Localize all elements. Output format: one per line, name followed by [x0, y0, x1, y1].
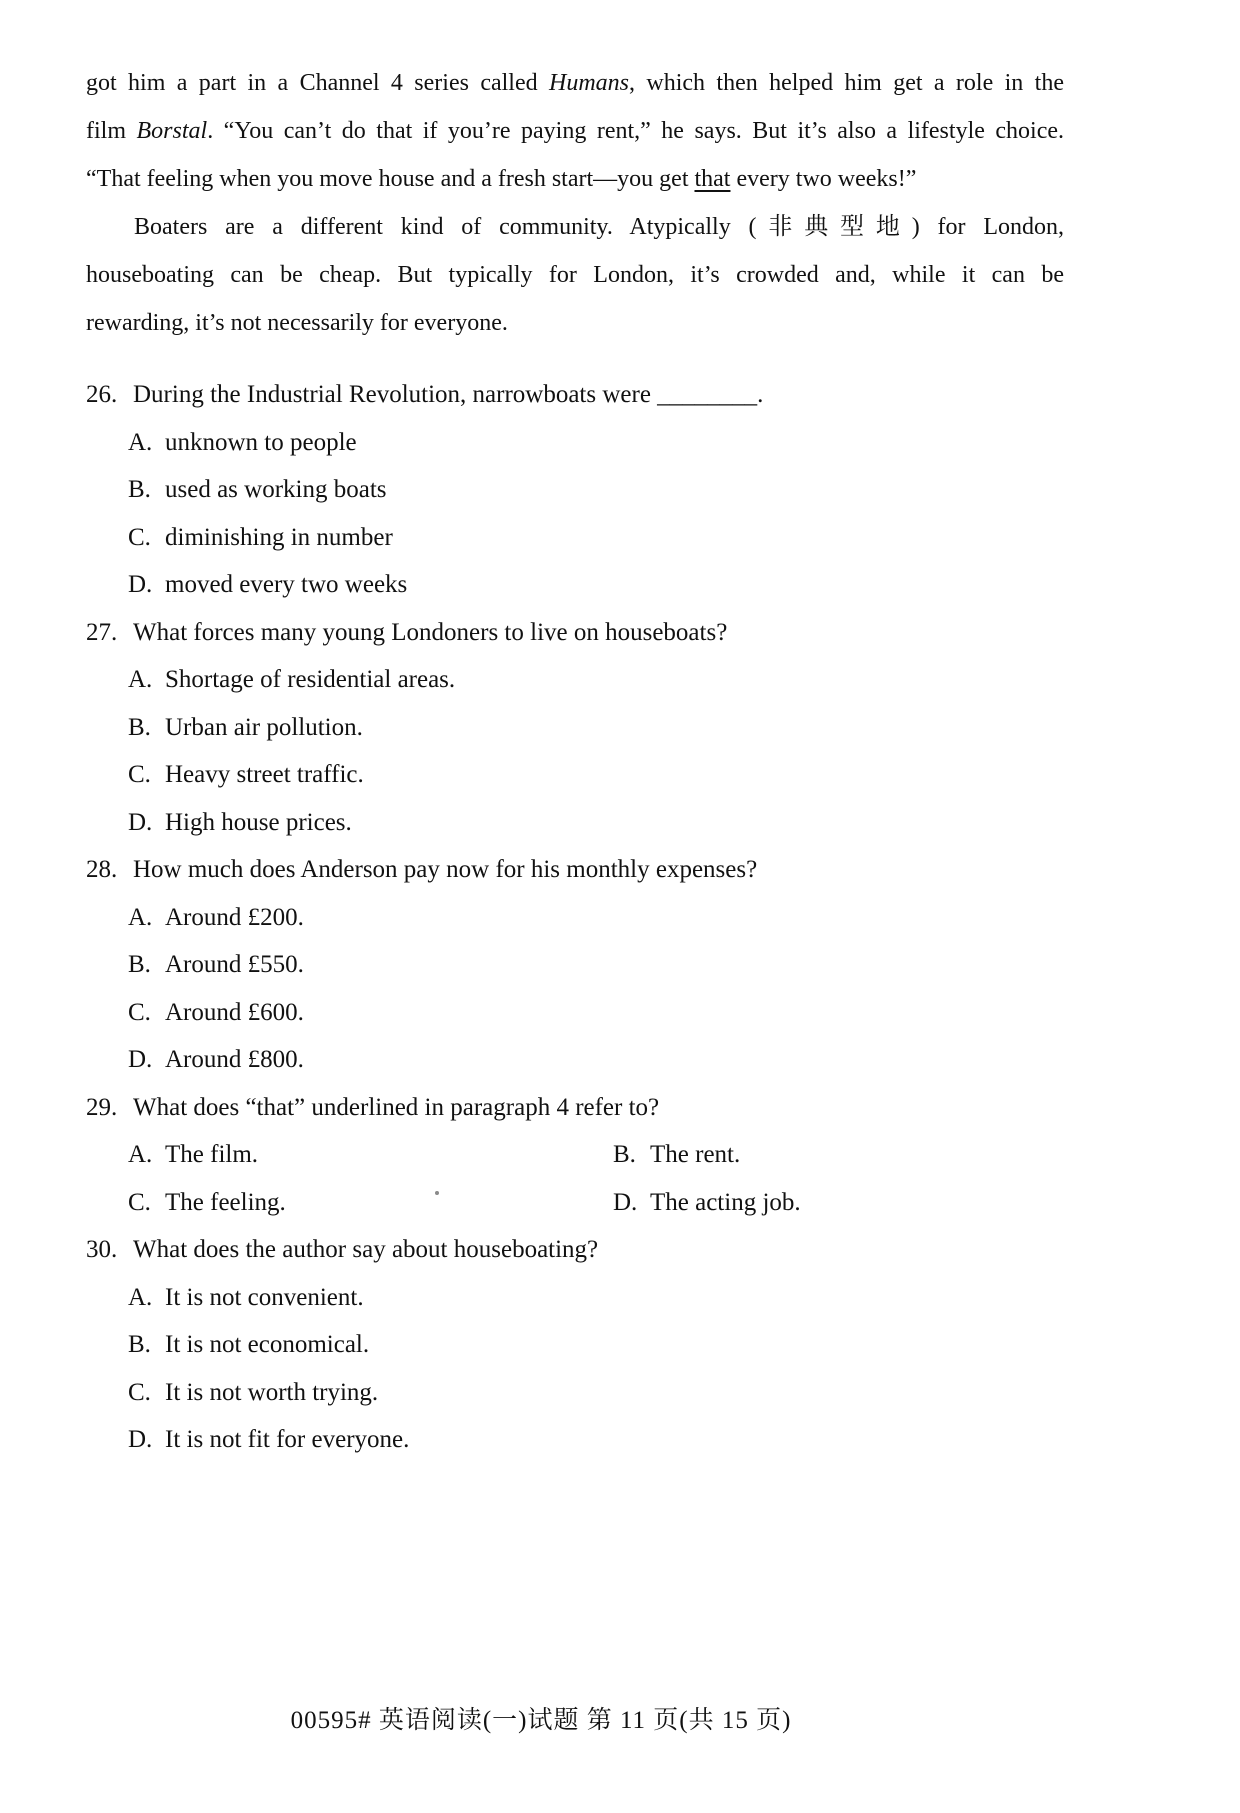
options-row: [86, 941, 1064, 989]
passage-line: [86, 251, 1064, 299]
answer-option: [128, 1284, 364, 1311]
answer-option: [128, 951, 304, 978]
option-label: A.: [128, 428, 153, 456]
answer-option: [128, 1331, 369, 1358]
passage-text: rewarding, it’s not necessarily for everyone.: [86, 310, 508, 336]
option-label: D.: [128, 1426, 153, 1453]
passage: [86, 59, 1064, 347]
passage-text: houseboating can be cheap. But typically for London, it’s crowded and, while it can be: [86, 262, 1064, 288]
answer-option: [128, 809, 352, 836]
option-text: Around £600.: [165, 998, 304, 1026]
questions: [86, 371, 1064, 1464]
option-label: D.: [128, 571, 153, 598]
option-text: Around £200.: [165, 903, 304, 931]
question-stem-row: [86, 371, 1064, 419]
question-stem: What does the author say about houseboating?: [133, 1236, 599, 1263]
options-row: [86, 561, 1064, 609]
underlined-word: that: [694, 166, 731, 192]
option-text: It is not economical.: [165, 1331, 370, 1358]
answer-option: [128, 1179, 613, 1227]
option-label: A.: [128, 666, 153, 693]
answer-option: [128, 429, 357, 456]
option-text: Urban air pollution.: [165, 713, 363, 741]
option-text: It is not worth trying.: [165, 1378, 379, 1406]
question-stem: During the Industrial Revolution, narrowboats were ________.: [133, 381, 764, 408]
answer-option: [128, 666, 455, 693]
answer-option: [613, 1189, 801, 1216]
question-stem: What does “that” underlined in paragraph 4 refer to?: [133, 1093, 660, 1121]
question-stem: How much does Anderson pay now for his monthly expenses?: [133, 856, 758, 883]
scan-artifact-dot: [435, 1191, 439, 1195]
italic-text: Borstal: [136, 118, 208, 144]
answer-option: [128, 1426, 409, 1453]
answer-option: [613, 1141, 740, 1168]
passage-line: [86, 59, 1064, 107]
option-label: C.: [128, 523, 151, 551]
options-row: [86, 704, 1064, 752]
options-row: [86, 1036, 1064, 1084]
option-label: C.: [128, 998, 151, 1026]
passage-text: . “You can’t do that if you’re paying rent,” he says. But it’s also a lifestyle choice.: [207, 118, 1064, 144]
options-row: [86, 1274, 1064, 1322]
page-content: [86, 59, 1064, 1464]
option-text: The acting job.: [650, 1188, 801, 1216]
answer-option: [128, 904, 304, 931]
option-text: Heavy street traffic.: [165, 761, 364, 788]
option-label: B.: [128, 951, 151, 978]
question-number: 26.: [86, 381, 118, 408]
question-stem-row: [86, 846, 1064, 894]
passage-text: got him a part in a Channel 4 series called: [86, 70, 549, 96]
passage-text: Boaters are a different kind of community. Atypically (非典型地) for London,: [134, 214, 1064, 240]
option-label: A.: [128, 903, 153, 931]
option-text: Around £800.: [165, 1046, 304, 1073]
option-label: D.: [613, 1188, 638, 1216]
options-row: [86, 1416, 1064, 1464]
answer-option: [128, 761, 364, 788]
option-label: B.: [128, 1331, 151, 1358]
answer-option: [128, 1379, 378, 1406]
option-text: Shortage of residential areas.: [165, 666, 456, 693]
option-text: Around £550.: [165, 951, 304, 978]
options-row: [86, 894, 1064, 942]
options-row: [86, 656, 1064, 704]
italic-text: Humans: [549, 70, 630, 96]
passage-line: [86, 107, 1064, 155]
answer-option: [128, 999, 304, 1026]
options-row: [86, 799, 1064, 847]
option-label: B.: [128, 476, 151, 503]
option-text: The feeling.: [165, 1188, 286, 1216]
question-stem-row: [86, 609, 1064, 657]
option-text: High house prices.: [165, 808, 352, 836]
options-row: [86, 1179, 1064, 1227]
passage-line: [86, 203, 1064, 251]
question-number: 27.: [86, 618, 118, 646]
options-row: [86, 514, 1064, 562]
option-label: C.: [128, 1188, 151, 1216]
passage-text: “That feeling when you move house and a fresh start—you get: [86, 166, 695, 192]
option-text: The film.: [165, 1141, 259, 1168]
answer-option: [128, 476, 387, 503]
answer-option: [128, 714, 363, 741]
passage-text: film: [86, 118, 137, 144]
option-text: diminishing in number: [165, 523, 393, 551]
option-label: D.: [128, 808, 153, 836]
page-footer: 00595# 英语阅读(一)试题 第 11 页(共 15 页): [290, 1707, 792, 1734]
question-number: 28.: [86, 856, 118, 883]
passage-line: [86, 299, 1064, 347]
option-text: It is not fit for everyone.: [165, 1426, 410, 1453]
option-text: The rent.: [650, 1141, 741, 1168]
options-row: [86, 751, 1064, 799]
option-label: A.: [128, 1141, 153, 1168]
options-row: [86, 419, 1064, 467]
passage-text: , which then helped him get a role in the: [629, 70, 1064, 96]
option-label: C.: [128, 1378, 151, 1406]
option-label: B.: [613, 1141, 636, 1168]
answer-option: [128, 524, 393, 551]
question-stem-row: [86, 1084, 1064, 1132]
option-label: D.: [128, 1046, 153, 1073]
answer-option: [128, 1131, 613, 1179]
passage-text: every two weeks!”: [730, 166, 917, 192]
options-row: [86, 1131, 1064, 1179]
option-text: used as working boats: [165, 476, 387, 503]
option-label: C.: [128, 761, 151, 788]
answer-option: [128, 1046, 304, 1073]
option-text: It is not convenient.: [165, 1283, 364, 1311]
option-text: moved every two weeks: [165, 571, 408, 598]
options-row: [86, 1369, 1064, 1417]
option-text: unknown to people: [165, 428, 357, 456]
option-label: B.: [128, 713, 151, 741]
passage-line: [86, 155, 1064, 203]
question-stem: What forces many young Londoners to live on houseboats?: [133, 618, 728, 646]
options-row: [86, 989, 1064, 1037]
options-row: [86, 1321, 1064, 1369]
question-stem-row: [86, 1226, 1064, 1274]
options-row: [86, 466, 1064, 514]
question-number: 29.: [86, 1093, 118, 1121]
option-label: A.: [128, 1283, 153, 1311]
question-number: 30.: [86, 1236, 118, 1263]
answer-option: [128, 571, 407, 598]
